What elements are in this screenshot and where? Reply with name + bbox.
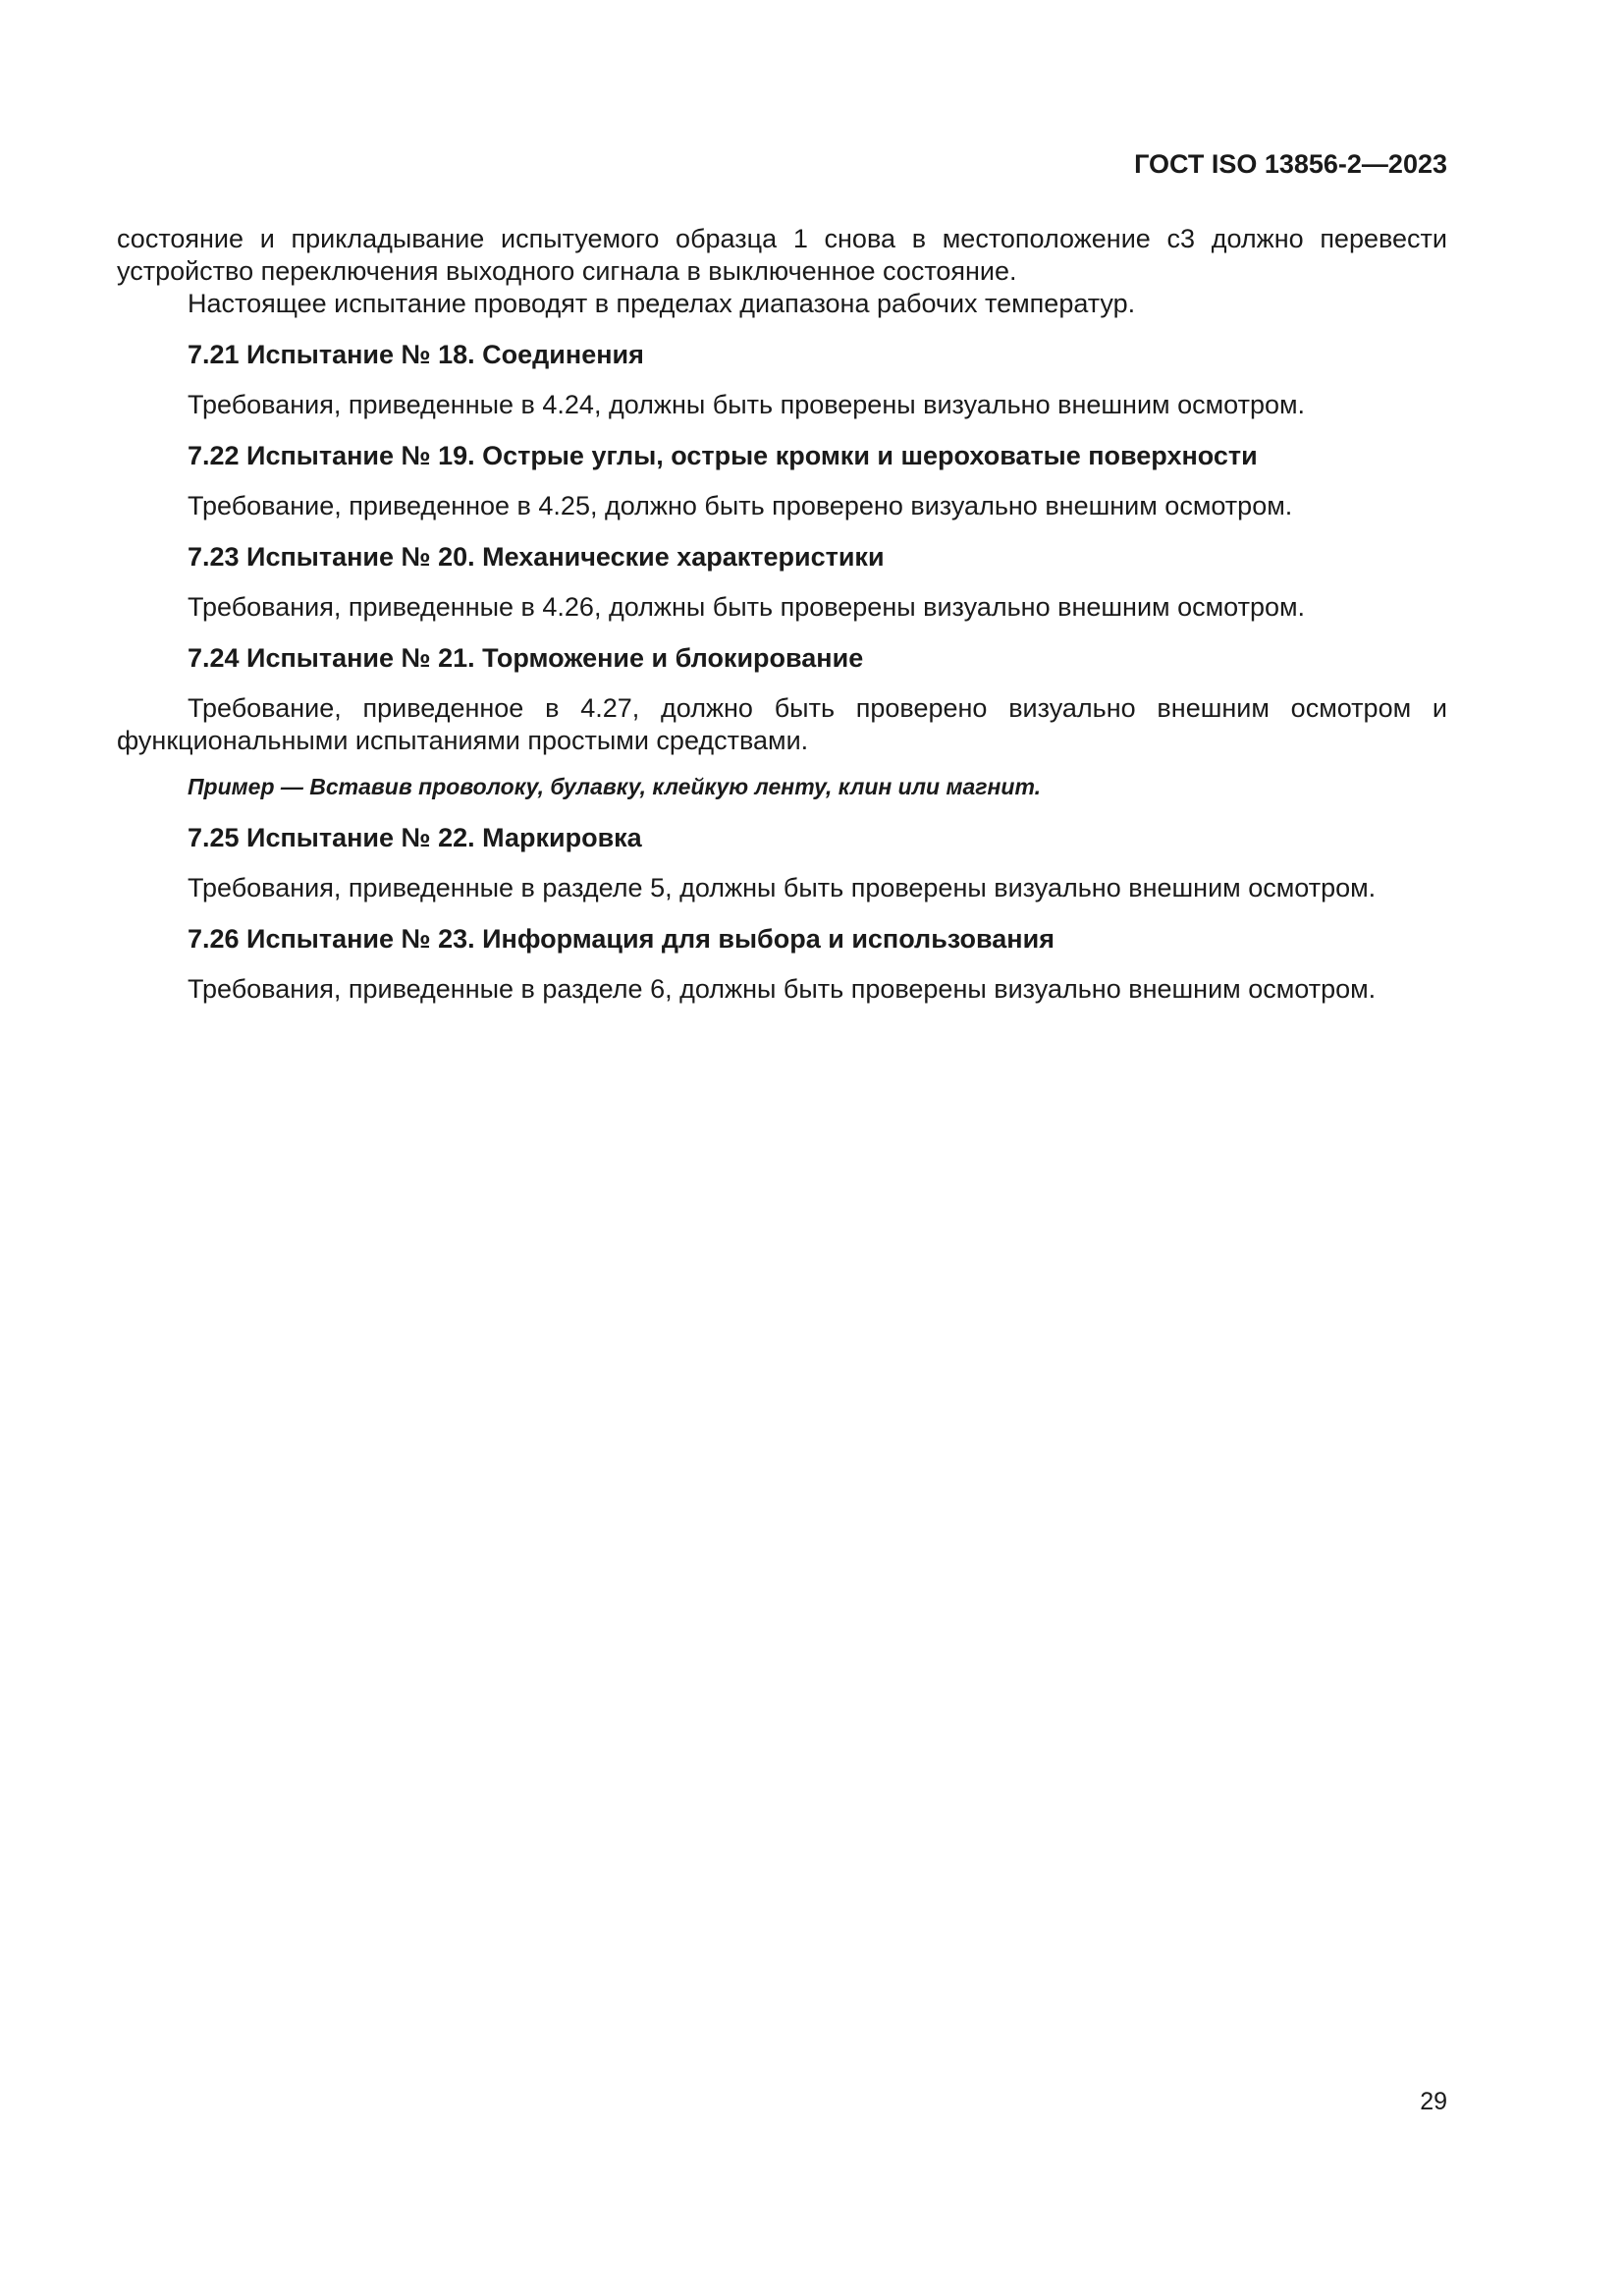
page-number: 29 [1420, 2088, 1447, 2115]
section-text-7-23: Требования, приведенные в 4.26, должны быть проверены визуально внешним осмотром. [188, 592, 1306, 622]
continuation-paragraph: состояние и прикладывание испытуемого образца 1 снова в местоположение с3 должно перевести устройство переключения выходного сигнала в выключенное состояние. [117, 224, 1447, 286]
section-text-7-22: Требование, приведенное в 4.25, должно быть проверено визуально внешним осмотром. [188, 491, 1293, 520]
temperature-note: Настоящее испытание проводят в пределах диапазона рабочих температур. [188, 289, 1136, 318]
section-heading-7-26: 7.26 Испытание № 23. Информация для выбора и использования [188, 924, 1055, 954]
section-heading-7-21: 7.21 Испытание № 18. Соединения [188, 340, 644, 369]
document-id-header: ГОСТ ISO 13856-2—2023 [1134, 149, 1447, 179]
section-heading-7-23: 7.23 Испытание № 20. Механические характеристики [188, 542, 885, 572]
section-text-7-26: Требования, приведенные в разделе 6, должны быть проверены визуально внешним осмотром. [188, 974, 1377, 1004]
section-heading-7-22: 7.22 Испытание № 19. Острые углы, острые кромки и шероховатые поверхности [188, 441, 1258, 470]
section-heading-7-25: 7.25 Испытание № 22. Маркировка [188, 823, 642, 852]
page-content [117, 223, 1447, 1006]
example-note-7-24: Пример — Вставив проволоку, булавку, клейкую ленту, клин или магнит. [188, 774, 1042, 799]
section-text-7-24: Требование, приведенное в 4.27, должно быть проверено визуально внешним осмотром и функциональными испытаниями простыми средствами. [117, 693, 1447, 755]
section-text-7-21: Требования, приведенные в 4.24, должны быть проверены визуально внешним осмотром. [188, 390, 1306, 419]
section-text-7-25: Требования, приведенные в разделе 5, должны быть проверены визуально внешним осмотром. [188, 873, 1377, 902]
section-heading-7-24: 7.24 Испытание № 21. Торможение и блокирование [188, 643, 864, 673]
